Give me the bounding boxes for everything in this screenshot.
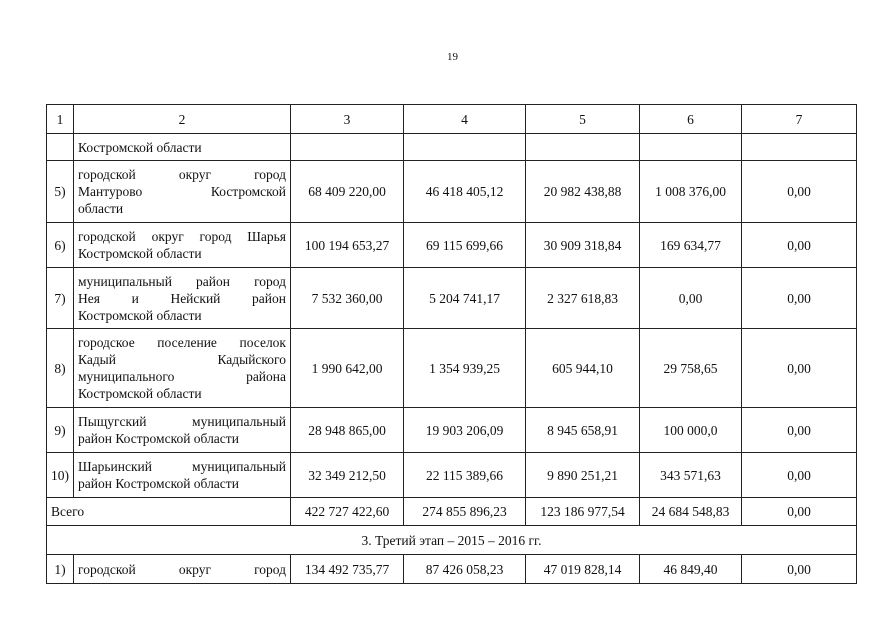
value-col4: 22 115 389,66 — [404, 453, 526, 498]
header-row — [47, 105, 857, 134]
table-row — [47, 268, 857, 329]
header-cell: 3 — [291, 105, 404, 134]
total-row — [47, 498, 857, 526]
row-number: 6) — [47, 223, 74, 268]
value-col7: 0,00 — [742, 555, 857, 584]
header-cell: 4 — [404, 105, 526, 134]
stage-title: 3. Третий этап – 2015 – 2016 гг. — [47, 526, 857, 555]
continuation-text: Костромской области — [74, 134, 291, 161]
row-number: 8) — [47, 329, 74, 408]
value-col4: 69 115 699,66 — [404, 223, 526, 268]
page-number: 19 — [447, 51, 458, 63]
stage-row — [47, 526, 857, 555]
value-col3: 28 948 865,00 — [291, 408, 404, 453]
table-row — [47, 223, 857, 268]
value-col6: 343 571,63 — [640, 453, 742, 498]
header-cell: 5 — [526, 105, 640, 134]
value-col4: 87 426 058,23 — [404, 555, 526, 584]
value-col7: 0,00 — [742, 268, 857, 329]
value-col5: 9 890 251,21 — [526, 453, 640, 498]
table-row — [47, 408, 857, 453]
header-cell: 1 — [47, 105, 74, 134]
total-col6: 24 684 548,83 — [640, 498, 742, 526]
value-col5: 2 327 618,83 — [526, 268, 640, 329]
total-label: Всего — [47, 498, 291, 526]
table-row — [47, 555, 857, 584]
value-col3: 134 492 735,77 — [291, 555, 404, 584]
value-col3: 1 990 642,00 — [291, 329, 404, 408]
value-col4: 5 204 741,17 — [404, 268, 526, 329]
total-col4: 274 855 896,23 — [404, 498, 526, 526]
value-col3: 68 409 220,00 — [291, 161, 404, 223]
municipality-name: городской округ город — [74, 555, 291, 584]
row-number: 9) — [47, 408, 74, 453]
value-col3: 32 349 212,50 — [291, 453, 404, 498]
row-number: 5) — [47, 161, 74, 223]
value-col7: 0,00 — [742, 223, 857, 268]
municipality-name: городское поселение поселок Кадый Кадыйского муниципального района Костромской области — [74, 329, 291, 408]
value-col6: 29 758,65 — [640, 329, 742, 408]
header-cell: 7 — [742, 105, 857, 134]
value-col4: 1 354 939,25 — [404, 329, 526, 408]
row-number: 10) — [47, 453, 74, 498]
continuation-row — [47, 134, 857, 161]
municipality-name: городской округ город Мантурово Костромской области — [74, 161, 291, 223]
total-col3: 422 727 422,60 — [291, 498, 404, 526]
header-cell: 6 — [640, 105, 742, 134]
value-col7: 0,00 — [742, 161, 857, 223]
header-cell: 2 — [74, 105, 291, 134]
table-row — [47, 161, 857, 223]
value-col7: 0,00 — [742, 329, 857, 408]
value-col7: 0,00 — [742, 408, 857, 453]
value-col6: 0,00 — [640, 268, 742, 329]
municipality-name: Пыщугский муниципальный район Костромской области — [74, 408, 291, 453]
value-col3: 7 532 360,00 — [291, 268, 404, 329]
table-row — [47, 453, 857, 498]
row-number: 7) — [47, 268, 74, 329]
budget-table — [46, 104, 857, 584]
value-col5: 47 019 828,14 — [526, 555, 640, 584]
table-row — [47, 329, 857, 408]
municipality-name: городской округ город Шарья Костромской области — [74, 223, 291, 268]
value-col5: 30 909 318,84 — [526, 223, 640, 268]
value-col6: 169 634,77 — [640, 223, 742, 268]
value-col6: 100 000,0 — [640, 408, 742, 453]
total-col7: 0,00 — [742, 498, 857, 526]
value-col5: 20 982 438,88 — [526, 161, 640, 223]
total-col5: 123 186 977,54 — [526, 498, 640, 526]
value-col6: 46 849,40 — [640, 555, 742, 584]
value-col5: 8 945 658,91 — [526, 408, 640, 453]
municipality-name: Шарьинский муниципальный район Костромской области — [74, 453, 291, 498]
value-col5: 605 944,10 — [526, 329, 640, 408]
municipality-name: муниципальный район город Нея и Нейский район Костромской области — [74, 268, 291, 329]
value-col6: 1 008 376,00 — [640, 161, 742, 223]
value-col3: 100 194 653,27 — [291, 223, 404, 268]
value-col4: 46 418 405,12 — [404, 161, 526, 223]
value-col7: 0,00 — [742, 453, 857, 498]
row-number: 1) — [47, 555, 74, 584]
value-col4: 19 903 206,09 — [404, 408, 526, 453]
